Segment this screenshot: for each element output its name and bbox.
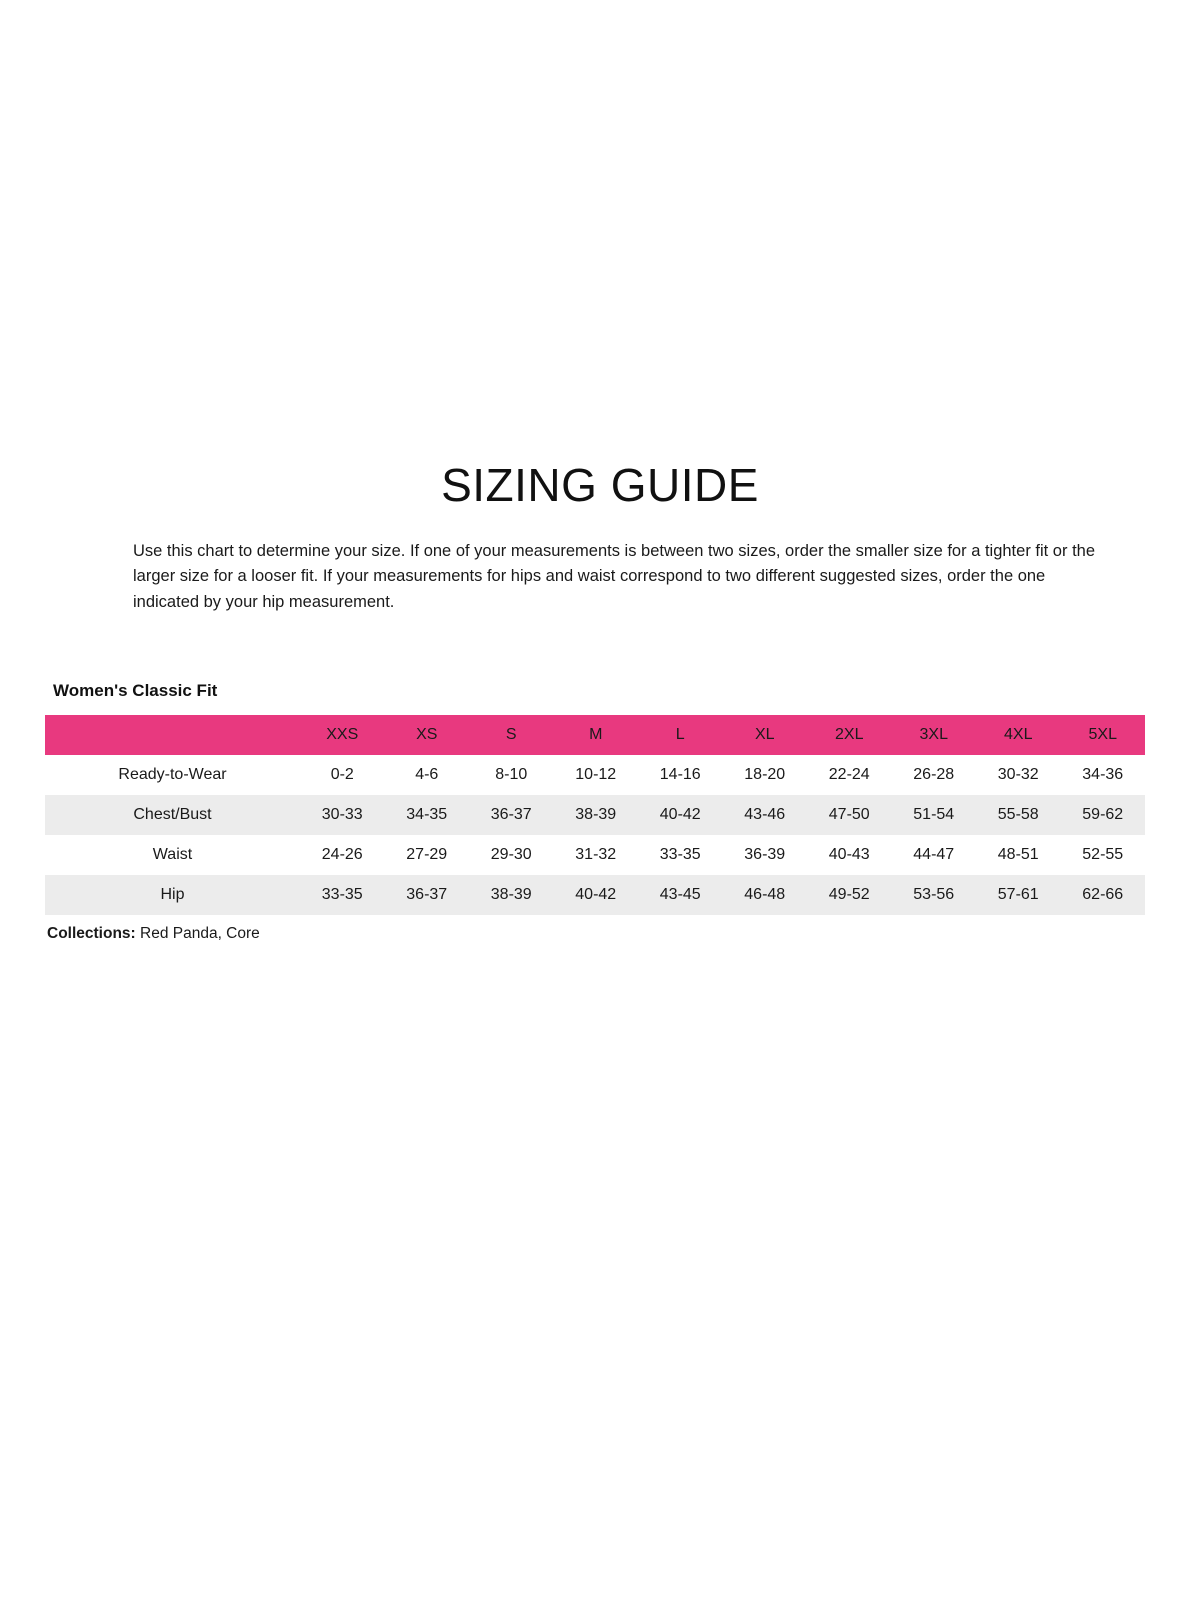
cell-hip-2xl: 49-52	[828, 886, 870, 904]
cell-chest-bust-5xl: 59-62	[1082, 806, 1124, 824]
cell-hip-xxs: 33-35	[321, 886, 363, 904]
table-row	[45, 795, 1145, 835]
table-row	[45, 755, 1145, 795]
cell-hip-xl: 46-48	[744, 886, 786, 904]
cell-ready-to-wear-2xl: 22-24	[828, 766, 870, 784]
table-header-m: M	[589, 726, 603, 744]
table-header-corner	[45, 715, 300, 755]
cell-waist-m: 31-32	[575, 846, 617, 864]
cell-hip-l: 43-45	[659, 886, 701, 904]
cell-hip-xs: 36-37	[406, 886, 448, 904]
collections-line	[47, 925, 1155, 943]
cell-waist-xl: 36-39	[744, 846, 786, 864]
sizing-guide-content	[45, 460, 1155, 943]
page-title: SIZING GUIDE	[441, 459, 759, 511]
cell-ready-to-wear-xs: 4-6	[415, 766, 439, 784]
row-label-hip: Hip	[160, 886, 185, 904]
table-header-4xl: 4XL	[1004, 726, 1033, 744]
cell-waist-4xl: 48-51	[997, 846, 1039, 864]
cell-ready-to-wear-m: 10-12	[575, 766, 617, 784]
cell-waist-3xl: 44-47	[913, 846, 955, 864]
cell-chest-bust-xxs: 30-33	[321, 806, 363, 824]
section-title: Women's Classic Fit	[53, 681, 218, 701]
cell-hip-s: 38-39	[490, 886, 532, 904]
cell-ready-to-wear-5xl: 34-36	[1082, 766, 1124, 784]
cell-ready-to-wear-4xl: 30-32	[997, 766, 1039, 784]
cell-ready-to-wear-xl: 18-20	[744, 766, 786, 784]
cell-chest-bust-3xl: 51-54	[913, 806, 955, 824]
cell-chest-bust-4xl: 55-58	[997, 806, 1039, 824]
size-chart-table	[45, 715, 1145, 915]
intro-paragraph: Use this chart to determine your size. If one of your measurements is between two sizes, order the smaller size for a tighter fit or the larger size for a looser fit. If your measurements for hips and waist correspond to two different suggested sizes, order the one indicated by your hip measurement.	[133, 541, 1096, 611]
row-label-ready-to-wear: Ready-to-Wear	[118, 766, 227, 784]
collections-label: Collections:	[47, 925, 136, 943]
cell-waist-2xl: 40-43	[828, 846, 870, 864]
table-row	[45, 875, 1145, 915]
cell-waist-xxs: 24-26	[321, 846, 363, 864]
cell-chest-bust-s: 36-37	[490, 806, 532, 824]
table-header-2xl: 2XL	[835, 726, 864, 744]
cell-ready-to-wear-3xl: 26-28	[913, 766, 955, 784]
table-row	[45, 835, 1145, 875]
table-header-xs: XS	[416, 726, 438, 744]
table-body	[45, 755, 1145, 915]
row-label-chest-bust: Chest/Bust	[133, 806, 212, 824]
cell-ready-to-wear-l: 14-16	[659, 766, 701, 784]
cell-waist-5xl: 52-55	[1082, 846, 1124, 864]
cell-ready-to-wear-xxs: 0-2	[330, 766, 354, 784]
table-header	[45, 715, 1145, 755]
row-label-waist: Waist	[152, 846, 193, 864]
cell-hip-4xl: 57-61	[997, 886, 1039, 904]
cell-chest-bust-l: 40-42	[659, 806, 701, 824]
table-header-row	[45, 715, 1145, 755]
cell-chest-bust-2xl: 47-50	[828, 806, 870, 824]
cell-waist-xs: 27-29	[406, 846, 448, 864]
table-header-3xl: 3XL	[919, 726, 948, 744]
cell-chest-bust-xl: 43-46	[744, 806, 786, 824]
table-header-s: S	[505, 726, 517, 744]
table-header-xxs: XXS	[326, 726, 359, 744]
cell-chest-bust-xs: 34-35	[406, 806, 448, 824]
cell-waist-l: 33-35	[659, 846, 701, 864]
table-header-l: L	[675, 726, 685, 744]
cell-hip-3xl: 53-56	[913, 886, 955, 904]
cell-hip-5xl: 62-66	[1082, 886, 1124, 904]
cell-chest-bust-m: 38-39	[575, 806, 617, 824]
table-header-xl: XL	[754, 726, 775, 744]
table-header-5xl: 5XL	[1088, 726, 1117, 744]
cell-hip-m: 40-42	[575, 886, 617, 904]
cell-ready-to-wear-s: 8-10	[495, 766, 528, 784]
cell-waist-s: 29-30	[490, 846, 532, 864]
collections-value: Red Panda, Core	[135, 925, 260, 943]
